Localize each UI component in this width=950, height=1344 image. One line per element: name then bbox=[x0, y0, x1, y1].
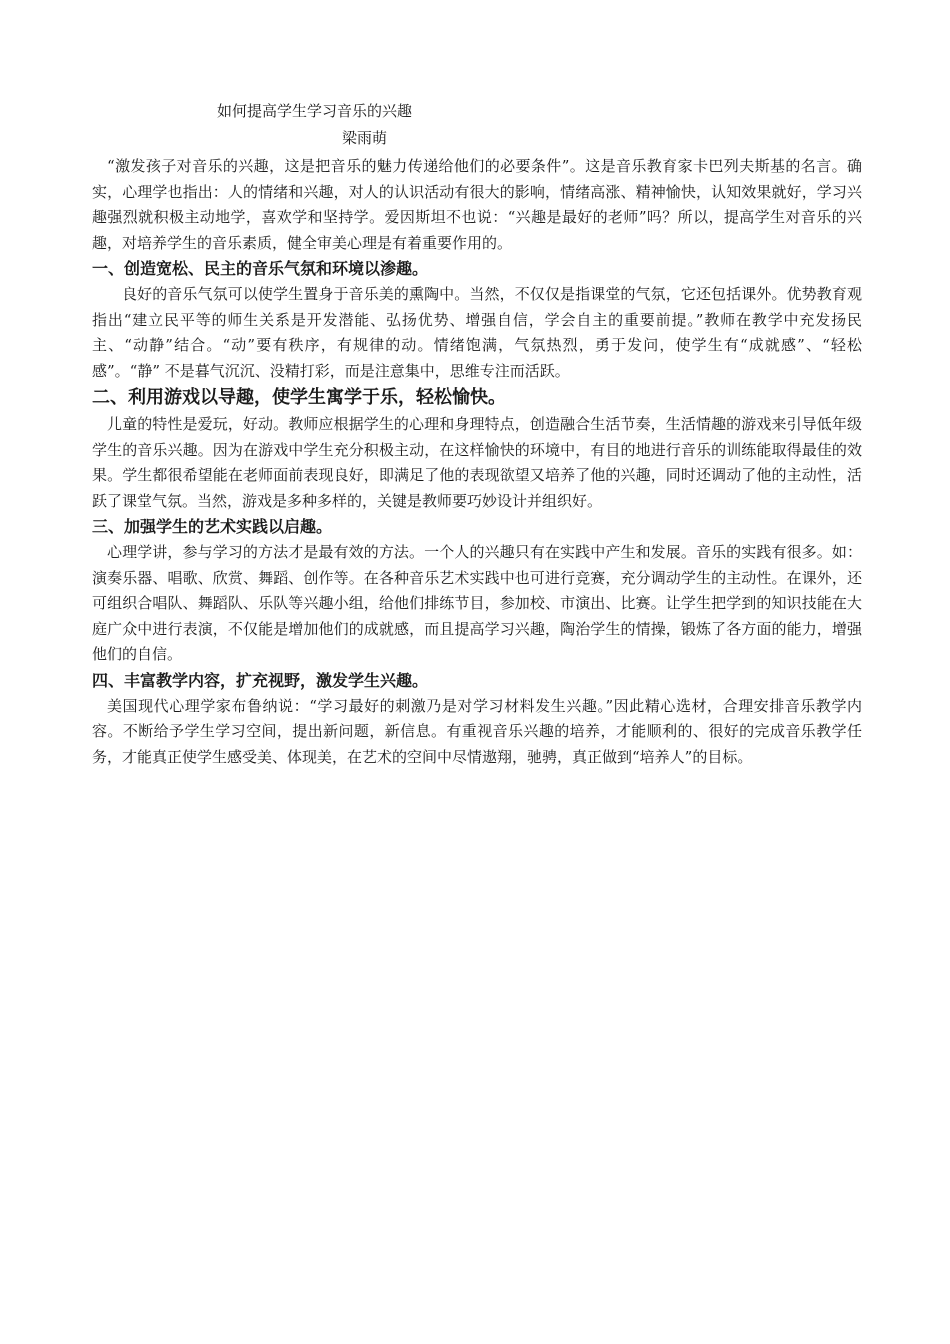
document-title: 如何提高学生学习音乐的兴趣 bbox=[217, 102, 413, 120]
section-heading-1: 一、创造宽松、民主的音乐气氛和环境以渗趣。 bbox=[92, 259, 429, 278]
document-page bbox=[92, 98, 862, 770]
section-heading-2: 二、利用游戏以导趣，使学生寓学于乐，轻松愉快。 bbox=[92, 387, 506, 408]
section-body-2: 儿童的特性是爱玩，好动。教师应根据学生的心理和身理特点，创造融合生活节奏，生活情趣的游戏来引导低年级学生的音乐兴趣。因为在游戏中学生充分积极主动，在这样愉快的环境中，有目的地进行音乐的训练能取得最佳的效果。学生都很希望能在老师面前表现良好，即满足了他的表现欲望又培养了他的兴趣，同时还调动了他的主动性，活跃了课堂气氛。当然，游戏是多种多样的，关键是教师要巧妙设计并组织好。 bbox=[92, 415, 862, 510]
section-heading-4: 四、丰富教学内容，扩充视野，激发学生兴趣。 bbox=[92, 670, 429, 690]
section-body-4: 美国现代心理学家布鲁纳说：“学习最好的刺激乃是对学习材料发生兴趣。”因此精心选材，合理安排音乐教学内容。不断给予学生学习空间，提出新问题，新信息。有重视音乐兴趣的培养，才能顺利的、很好的完成音乐教学任务，才能真正使学生感受美、体现美，在艺术的空间中尽情遨翔，驰骋，真正做到“培养人”的目标。 bbox=[92, 696, 862, 766]
intro-paragraph: “激发孩子对音乐的兴趣，这是把音乐的魅力传递给他们的必要条件”。这是音乐教育家卡巴列夫斯基的名言。确实，心理学也指出：人的情绪和兴趣，对人的认识活动有很大的影响，情绪高涨、精神愉快，认知效果就好，学习兴趣强烈就积极主动地学，喜欢学和坚持学。爱因斯坦不也说：“兴趣是最好的老师”吗？所以，提高学生对音乐的兴趣，对培养学生的音乐素质，健全审美心理是有着重要作用的。 bbox=[92, 157, 862, 252]
section-body-3: 心理学讲，参与学习的方法才是最有效的方法。一个人的兴趣只有在实践中产生和发展。音乐的实践有很多。如：演奏乐器、唱歌、欣赏、舞蹈、创作等。在各种音乐艺术实践中也可进行竞赛，充分调动学生的主动性。在课外，还可组织合唱队、舞蹈队、乐队等兴趣小组，给他们排练节目，参加校、市演出、比赛。让学生把学到的知识技能在大庭广众中进行表演，不仅能是增加他们的成就感，而且提高学习兴趣，陶治学生的情操，锻炼了各方面的能力，增强他们的自信。 bbox=[92, 543, 862, 663]
section-body-1: 良好的音乐气氛可以使学生置身于音乐美的熏陶中。当然，不仅仅是指课堂的气氛，它还包括课外。优势教育观指出“建立民平等的师生关系是开发潜能、弘扬优势、增强自信，学会自主的重要前提。”教师在教学中充发扬民主、“动静”结合。“动”要有秩序，有规律的动。情绪饱满，气氛热烈，勇于发问，使学生有“成就感”、“轻松感”。“静” 不是暮气沉沉、没精打彩，而是注意集中，思维专注而活跃。 bbox=[92, 285, 862, 380]
section-heading-3: 三、加强学生的艺术实践以启趣。 bbox=[92, 517, 333, 536]
document-author: 梁雨萌 bbox=[342, 129, 388, 147]
